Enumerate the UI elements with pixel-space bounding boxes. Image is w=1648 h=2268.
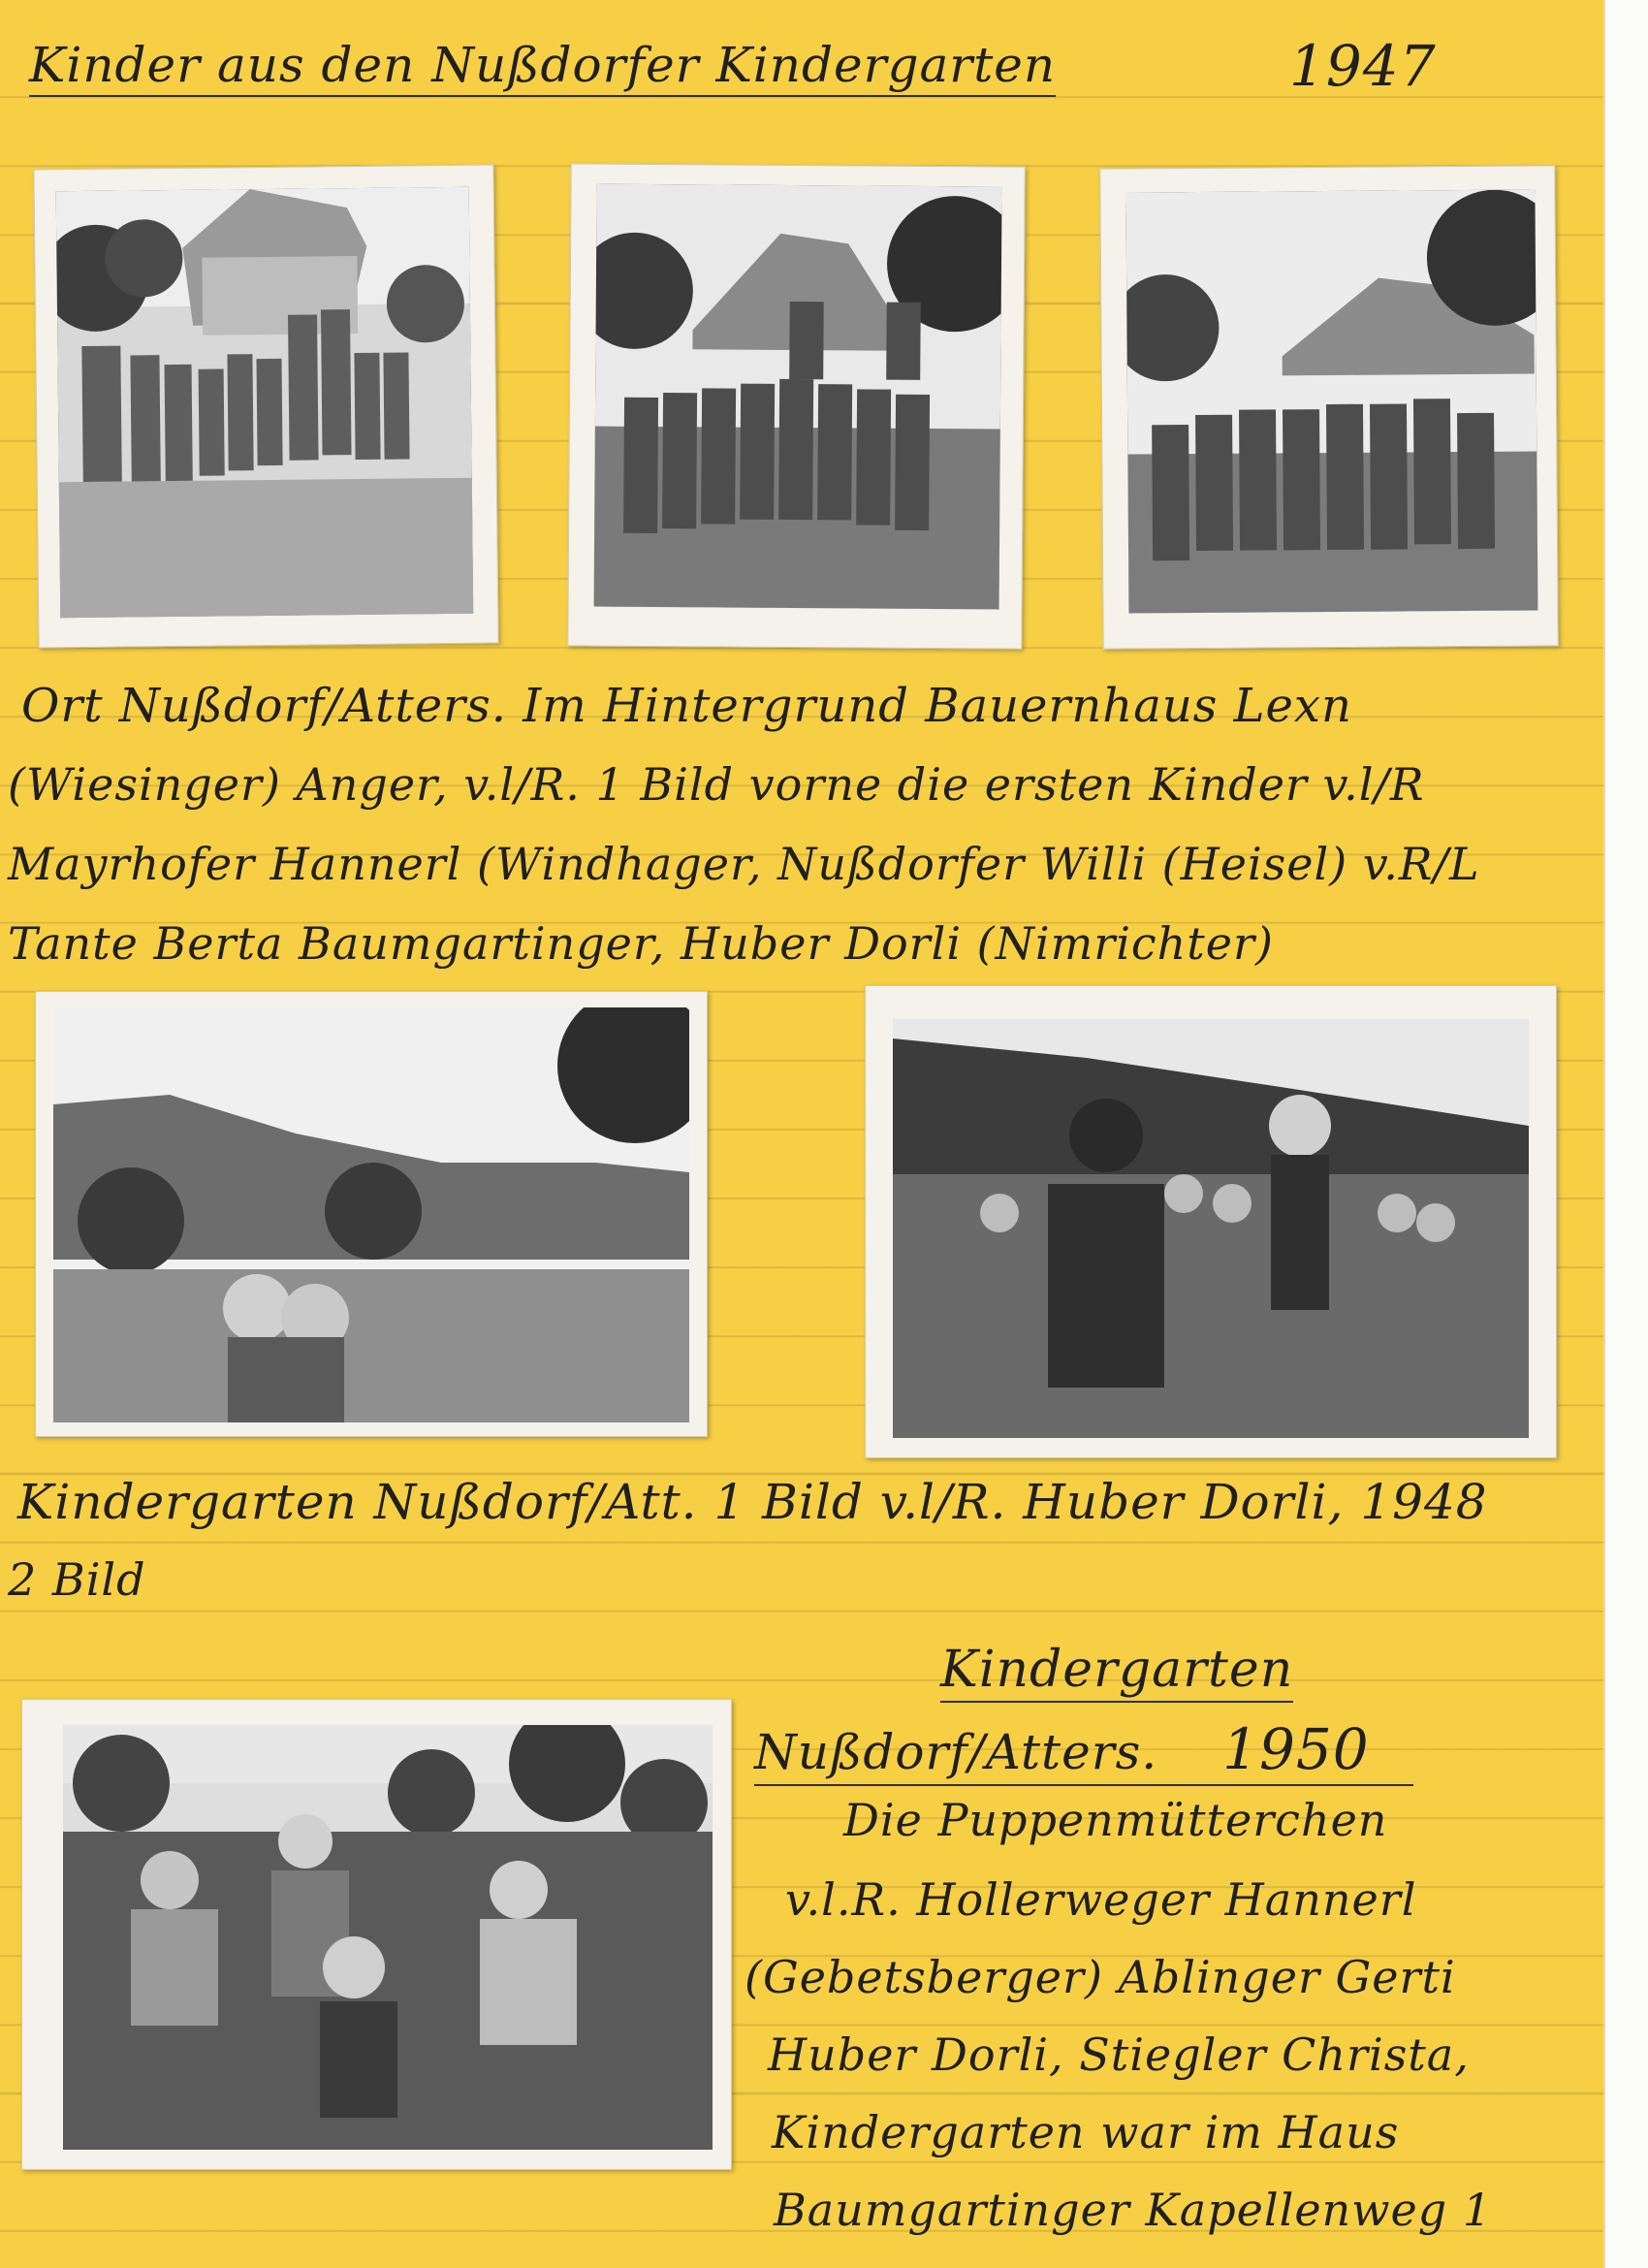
scan-margin xyxy=(1603,0,1648,2268)
photo-group-meadow-1 xyxy=(567,163,1025,649)
caption-3-line-4: Huber Dorli, Stiegler Christa, xyxy=(768,2028,1470,2081)
caption-3-heading: Kindergarten xyxy=(940,1641,1293,1703)
caption-3-line-3: (Gebetsberger) Ablinger Gerti xyxy=(745,1951,1456,2003)
photo-two-children-hugging xyxy=(35,991,708,1437)
caption-3-line-5: Kindergarten war im Haus xyxy=(772,2106,1400,2158)
title-text: Kinder aus den Nußdorfer Kindergarten xyxy=(29,37,1057,93)
caption-1-line-4: Tante Berta Baumgartinger, Huber Dorli (Nimrichter) xyxy=(8,917,1274,970)
caption-3-line-2: v.l.R. Hollerweger Hannerl xyxy=(785,1873,1417,1926)
caption-1-line-2: (Wiesinger) Anger, v.l/R. 1 Bild vorne die ersten Kinder v.l/R xyxy=(8,758,1425,811)
caption-3-place-line xyxy=(754,1716,1413,1786)
caption-3-year: 1950 xyxy=(1222,1716,1370,1782)
title-year: 1947 xyxy=(1289,33,1437,99)
photo-girl-and-boy-meadow xyxy=(865,985,1557,1458)
caption-3-place: Nußdorf/Atters. xyxy=(754,1724,1158,1780)
caption-1-line-3: Mayrhofer Hannerl (Windhager, Nußdorfer Willi (Heisel) v.R/L xyxy=(8,838,1480,890)
caption-1-line-1: Ort Nußdorf/Atters. Im Hintergrund Bauernhaus Lexn xyxy=(21,679,1352,733)
photo-doll-mothers xyxy=(21,1699,732,2170)
photo-farmhouse-group xyxy=(33,165,498,649)
caption-3-line-1: Die Puppenmütterchen xyxy=(843,1794,1388,1846)
page-title xyxy=(29,37,1056,97)
caption-3-line-6: Baumgartinger Kapellenweg 1 xyxy=(774,2184,1493,2236)
photo-group-meadow-2 xyxy=(1099,165,1558,649)
caption-2-line-1: Kindergarten Nußdorf/Att. 1 Bild v.l/R. Huber Dorli, 1948 xyxy=(17,1474,1488,1530)
caption-2-line-2: 2 Bild xyxy=(8,1553,146,1606)
